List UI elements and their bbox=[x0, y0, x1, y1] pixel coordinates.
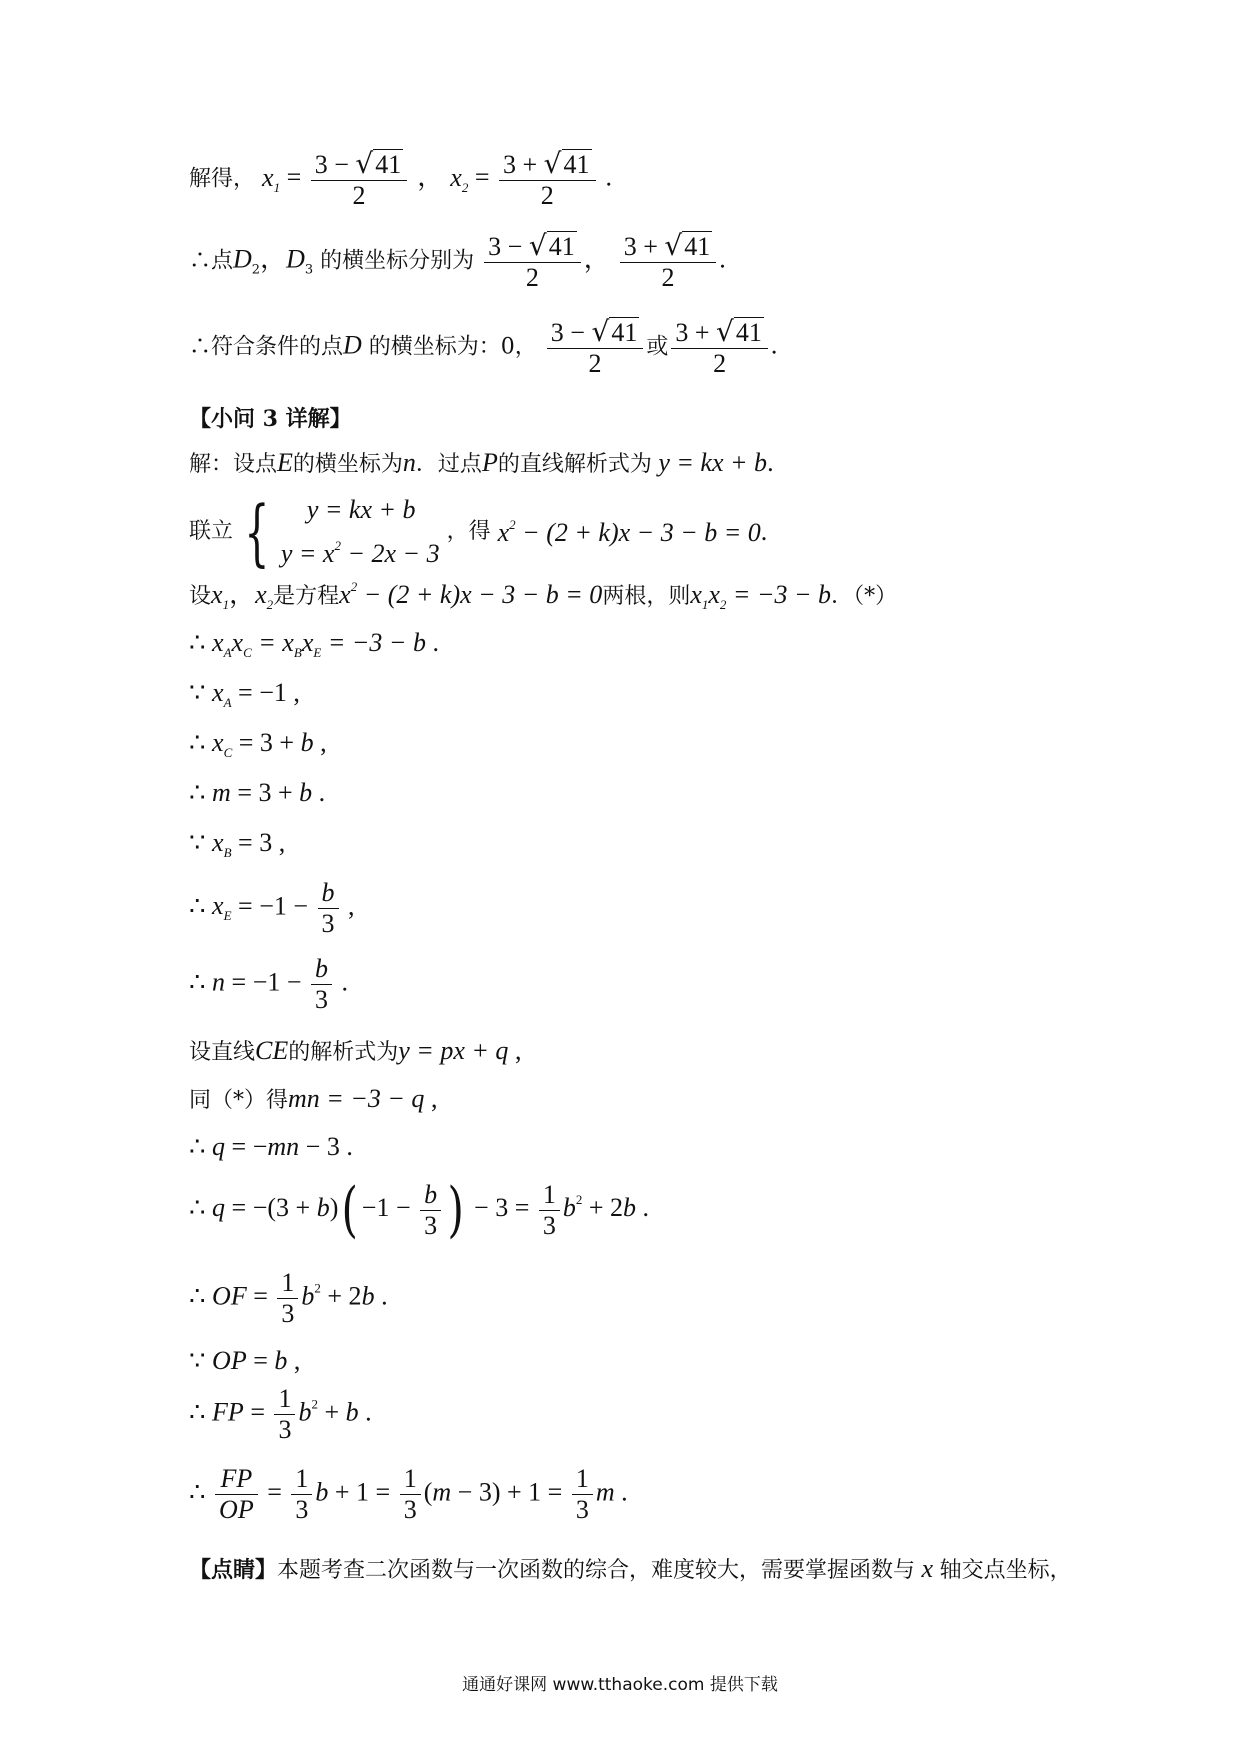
fraction-x2: $\frac{3 + √41}{2}$ bbox=[499, 150, 596, 209]
fraction-x1: $\frac{3 - √41}{2}$ bbox=[311, 150, 408, 209]
comment-line: 【点睛】本题考查二次函数与一次函数的综合，难度较大，需要掌握函数与 x 轴交点坐标， bbox=[189, 1554, 1072, 1583]
equation-system: y = kx + b $y = x^2 - 2x - 3$ bbox=[280, 495, 440, 568]
text-equation-is: 的解析式为 bbox=[288, 1040, 399, 1065]
fraction-d-plus: $\frac{3 + √41}{2}$ bbox=[671, 318, 768, 377]
step-ce-line: 设直线CE的解析式为y = px + q , bbox=[189, 1036, 522, 1065]
step-q: ∴ q = −mn − 3 . bbox=[189, 1132, 353, 1161]
text-abscissa-is: 的横坐标为 bbox=[292, 452, 403, 477]
text-or: 或 bbox=[646, 334, 669, 360]
text-same-star: 同（*）得 bbox=[189, 1088, 289, 1113]
comment-tail: 轴交点坐标， bbox=[939, 1558, 1072, 1583]
comment-text: 本题考查二次函数与一次函数的综合，难度较大，需要掌握函数与 bbox=[277, 1558, 916, 1583]
step-q-expand: ∴ q = −(3 + b)( −1 − $\frac{b}{3}$ ) − 3 = $\frac{1}{3}$ $b^2 + 2b$ . bbox=[189, 1175, 650, 1245]
step-xa-xc: ∴ $x_Ax_C = x_Bx_E = -3 - b$ . bbox=[189, 628, 439, 660]
step-mn: 同（*）得mn = −3 − q , bbox=[189, 1084, 438, 1113]
text-let-point: 解：设点 bbox=[189, 452, 278, 477]
step-xe: ∴ $x_E = -1$ − $\frac{b}{3}$ , bbox=[189, 878, 355, 938]
solution-line-2: ∴点$D_2$，$D_3$ 的横坐标分别为 $\frac{3 - √41}{2}$ ， $\frac{3 + √41}{2}$ . bbox=[189, 229, 726, 292]
step-fp: ∴ FP = $\frac{1}{3}$ $b^2 + b$ . bbox=[189, 1384, 372, 1444]
math-x2: $x_2$ bbox=[450, 162, 469, 195]
solution-line-1: 解得， $x_1$ = $\frac{3 - √41}{2}$ ， $x_2$ = $\frac{3 + √41}{2}$ . bbox=[189, 147, 612, 210]
text-jiede: 解得， bbox=[189, 166, 256, 192]
step-xb: ∵ $x_B = 3$ , bbox=[189, 828, 286, 860]
comment-label: 【点睛】 bbox=[189, 1557, 278, 1583]
step-m: ∴ m = 3 + b . bbox=[189, 778, 326, 807]
fraction-d-minus: $\frac{3 - √41}{2}$ bbox=[547, 318, 644, 377]
text-line-equation: 的直线解析式为 bbox=[497, 452, 652, 477]
step-of: ∴ OF = $\frac{1}{3}$ $b^2 + 2b$ . bbox=[189, 1268, 388, 1328]
text-let-line: 设直线 bbox=[189, 1040, 256, 1065]
text-through-point: ．过点 bbox=[415, 452, 482, 477]
text-roots-of: 是方程 bbox=[273, 584, 340, 609]
text-combine: 联立 bbox=[189, 519, 234, 544]
step-xc: ∴ $x_C = 3 + b$ , bbox=[189, 728, 327, 760]
solution-line-4: 解：设点E的横坐标为n．过点P的直线解析式为 y = kx + b. bbox=[189, 448, 774, 477]
brace-icon: { bbox=[244, 490, 270, 574]
text-abscissa: 的横坐标分别为 bbox=[320, 248, 475, 274]
section-header: 【小问 3 详解】 bbox=[189, 406, 352, 432]
fraction-d3: $\frac{3 + √41}{2}$ bbox=[620, 232, 717, 291]
text-get: ，得 bbox=[446, 519, 491, 544]
solution-line-3: ∴符合条件的点D 的横坐标为：0， $\frac{3 - √41}{2}$ 或 $\frac{3 + √41}{2}$ . bbox=[189, 315, 778, 378]
text-let: 设 bbox=[189, 584, 212, 609]
text-therefore-point: ∴点 bbox=[189, 248, 234, 274]
solution-line-6: 设$x_1$，$x_2$是方程$x^2 - (2 + k)x - 3 - b = 0$两根，则$x_1x_2 = -3 - b$．（*） bbox=[189, 579, 898, 612]
step-xa: ∵ $x_A = -1$ , bbox=[189, 678, 300, 710]
text-two-roots: 两根，则 bbox=[602, 584, 691, 609]
step-ratio: ∴ $\frac{FP}{OP}$ = $\frac{1}{3}$ b + 1 = $\frac{1}{3}$ (m − 3) + 1 = $\frac{1}{3}$ m . bbox=[189, 1464, 628, 1524]
text-star: ．（*） bbox=[831, 584, 898, 609]
step-n: ∴ n = −1 − $\frac{b}{3}$ . bbox=[189, 954, 349, 1014]
text-conclusion: ∴符合条件的点 bbox=[189, 334, 344, 360]
math-x1: $x_1$ bbox=[262, 162, 281, 195]
step-op: ∵ OP = b , bbox=[189, 1346, 301, 1375]
solution-line-5: 联立 { y = kx + b $y = x^2 - 2x - 3$ ，得 $x^2 - (2 + k)x - 3 - b = 0$. bbox=[189, 490, 768, 574]
fraction-d2: $\frac{3 - √41}{2}$ bbox=[484, 232, 581, 291]
page-footer: 通通好课网 www.tthaoke.com 提供下载 bbox=[462, 1675, 778, 1695]
text-abscissa-values: 的横坐标为：0， bbox=[368, 334, 537, 360]
